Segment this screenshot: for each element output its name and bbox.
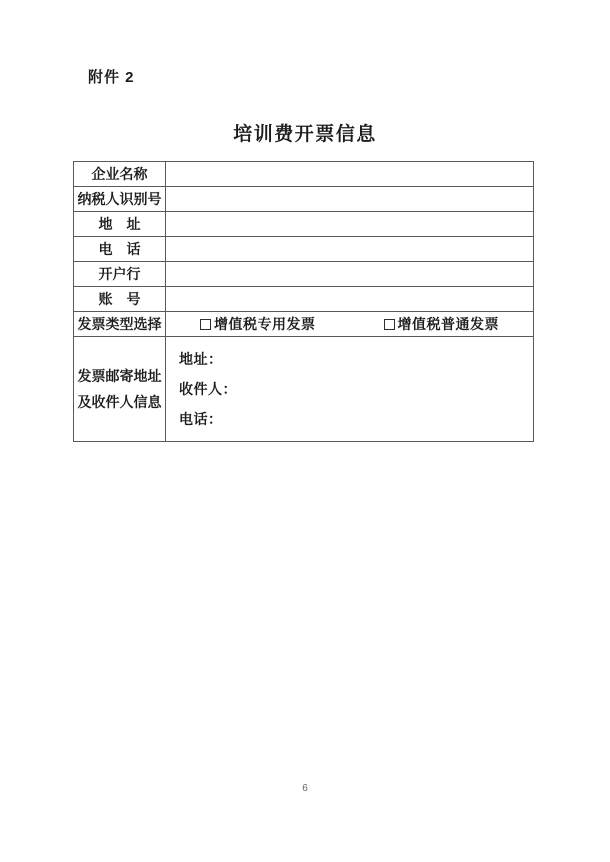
table-row-taxpayer-id (74, 187, 533, 212)
row-label-line2: 及收件人信息 (77, 394, 162, 410)
page-title: 培训费开票信息 (233, 124, 377, 145)
checkbox-icon (200, 319, 211, 330)
address-value-cell (166, 212, 533, 236)
option-label: 增值税普通发票 (397, 316, 499, 332)
company-name-value-cell (166, 162, 533, 186)
row-label: 账 号 (74, 287, 166, 311)
table-row-company-name (74, 162, 533, 187)
attachment-label: 附件 2 (88, 69, 135, 86)
mailing-recipient-field: 收件人： (179, 381, 237, 397)
row-label: 开户行 (74, 262, 166, 286)
checkbox-icon (384, 319, 395, 330)
row-label: 企业名称 (74, 162, 166, 186)
table-row-invoice-type (74, 312, 533, 337)
table-row-account-number (74, 287, 533, 312)
table-row-phone (74, 237, 533, 262)
table-row-address (74, 212, 533, 237)
row-label-line1: 发票邮寄地址 (77, 368, 162, 384)
row-label: 纳税人识别号 (74, 187, 166, 211)
taxpayer-id-value-cell (166, 187, 533, 211)
bank-value-cell (166, 262, 533, 286)
checkbox-option-vat-general-invoice[interactable] (384, 314, 500, 334)
mailing-phone-field: 电话： (179, 411, 223, 427)
mailing-address-field: 地址： (179, 351, 223, 367)
mailing-info-cell (166, 337, 533, 441)
row-label: 电 话 (74, 237, 166, 261)
option-label: 增值税专用发票 (214, 316, 316, 332)
table-row-bank (74, 262, 533, 287)
checkbox-option-vat-special-invoice[interactable] (200, 314, 316, 334)
invoice-info-table (73, 161, 534, 442)
invoice-type-options-cell (166, 312, 533, 336)
phone-value-cell (166, 237, 533, 261)
table-row-mailing-info (74, 337, 533, 441)
page-number: 6 (302, 783, 308, 794)
row-label: 发票类型选择 (74, 312, 166, 336)
account-number-value-cell (166, 287, 533, 311)
row-label (74, 337, 166, 441)
row-label: 地 址 (74, 212, 166, 236)
